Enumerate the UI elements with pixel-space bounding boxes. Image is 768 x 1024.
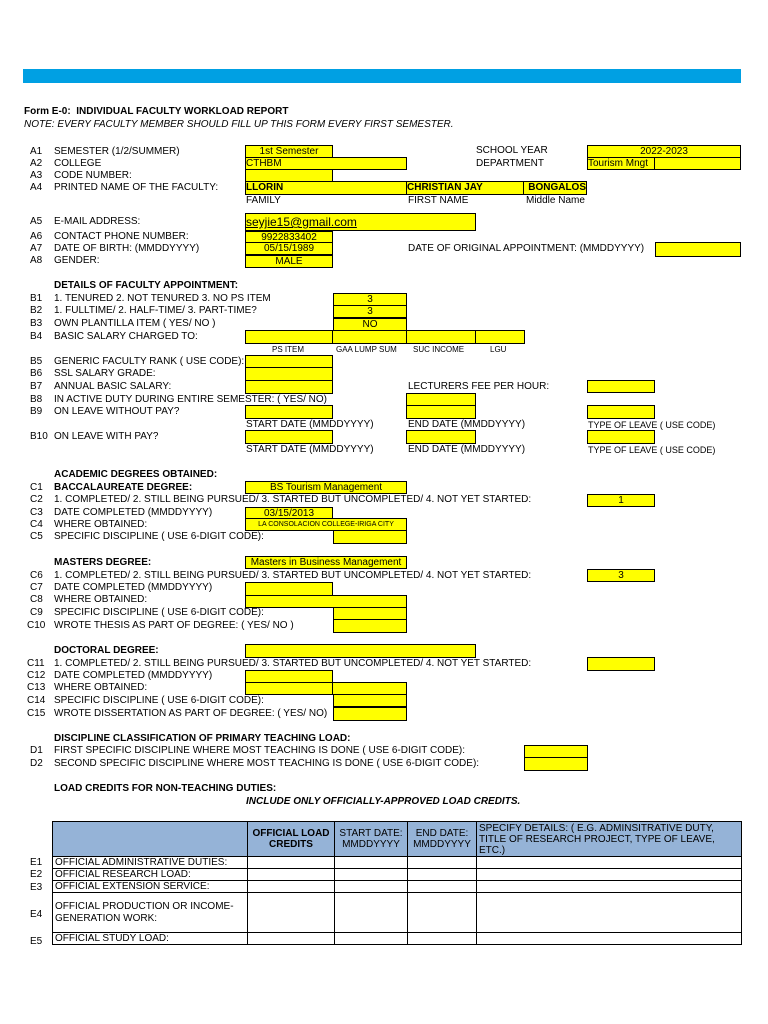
code-a7: A7 bbox=[30, 243, 43, 254]
row-label-extension: OFFICIAL EXTENSION SERVICE: bbox=[53, 881, 248, 893]
label-lecturers-fee: LECTURERS FEE PER HOUR: bbox=[408, 381, 550, 392]
label-semester: SEMESTER (1/2/SUMMER) bbox=[54, 146, 180, 157]
label-plantilla: OWN PLANTILLA ITEM ( YES/ NO ) bbox=[54, 318, 216, 329]
doctoral-where-field[interactable] bbox=[245, 682, 333, 695]
lwp-type-field[interactable] bbox=[587, 430, 655, 444]
school-year-field[interactable]: 2022-2023 bbox=[587, 145, 741, 158]
label-basic-salary-charged: BASIC SALARY CHARGED TO: bbox=[54, 331, 198, 342]
code-c9: C9 bbox=[30, 607, 43, 618]
doctoral-status-field[interactable] bbox=[587, 657, 655, 671]
middle-name-field[interactable]: BONGALOS bbox=[523, 181, 587, 195]
lwop-start-field[interactable] bbox=[245, 405, 333, 419]
code-b7: B7 bbox=[30, 381, 43, 392]
dob-field[interactable]: 05/15/1989 bbox=[245, 242, 333, 255]
code-c5: C5 bbox=[30, 531, 43, 542]
label-contact-phone: CONTACT PHONE NUMBER: bbox=[54, 231, 189, 242]
header-specify-details: SPECIFY DETAILS: ( E.G. ADMINSITRATIVE DUTY, TITLE OF RESEARCH PROJECT, TYPE OF LEAVE, ETC.) bbox=[477, 822, 742, 857]
header-end-date: END DATE: MMDDYYYY bbox=[408, 822, 477, 857]
orig-appointment-field[interactable] bbox=[655, 242, 741, 257]
cell-study-end[interactable] bbox=[408, 933, 477, 945]
bacc-where-field[interactable]: LA CONSOLACION COLLEGE-IRIGA CITY bbox=[245, 518, 407, 531]
masters-status-field[interactable]: 3 bbox=[587, 569, 655, 582]
code-a2: A2 bbox=[30, 158, 43, 169]
header-start-date: START DATE: MMDDYYYY bbox=[335, 822, 408, 857]
subheading-load-credits: INCLUDE ONLY OFFICIALLY-APPROVED LOAD CREDITS. bbox=[246, 796, 521, 807]
label-lwop-end: END DATE (MMDDYYYY) bbox=[408, 419, 526, 430]
code-b4: B4 bbox=[30, 331, 43, 342]
bacc-date-field[interactable]: 03/15/2013 bbox=[245, 507, 333, 519]
second-discipline-field[interactable] bbox=[524, 757, 588, 771]
suc-income-field[interactable] bbox=[406, 330, 476, 344]
lwop-type-field[interactable] bbox=[587, 405, 655, 419]
lwp-start-field[interactable] bbox=[245, 430, 333, 444]
code-e5: E5 bbox=[30, 936, 43, 947]
label-annual-salary: ANNUAL BASIC SALARY: bbox=[54, 381, 172, 392]
heading-faculty-appointment: DETAILS OF FACULTY APPOINTMENT: bbox=[54, 280, 239, 291]
label-printed-name: PRINTED NAME OF THE FACULTY: bbox=[54, 182, 219, 193]
table-row bbox=[53, 893, 742, 933]
first-name-field[interactable]: CHRISTIAN JAY bbox=[406, 181, 524, 195]
code-e1: E1 bbox=[30, 857, 43, 868]
label-college: COLLEGE bbox=[54, 158, 102, 169]
label-masters-thesis: WROTE THESIS AS PART OF DEGREE: ( YES/ NO ) bbox=[54, 620, 294, 631]
code-b1: B1 bbox=[30, 293, 43, 304]
label-gaa-lump-sum: GAA LUMP SUM bbox=[336, 345, 397, 354]
label-bacc-status: 1. COMPLETED/ 2. STILL BEING PURSUED/ 3. STARTED BUT UNCOMPLETED/ 4. NOT YET STARTED: bbox=[54, 494, 532, 505]
code-d2: D2 bbox=[30, 758, 43, 769]
table-row bbox=[53, 881, 742, 893]
label-ps-item: PS ITEM bbox=[272, 345, 305, 354]
label-department: DEPARTMENT bbox=[476, 158, 544, 169]
label-gender: GENDER: bbox=[54, 255, 100, 266]
code-b2: B2 bbox=[30, 305, 43, 316]
label-lwp-start: START DATE (MMDDYYYY) bbox=[246, 444, 374, 455]
bacc-discipline-field[interactable] bbox=[333, 530, 407, 544]
heading-discipline-classification: DISCIPLINE CLASSIFICATION OF PRIMARY TEACHING LOAD: bbox=[54, 733, 351, 744]
annual-salary-field[interactable] bbox=[245, 380, 333, 394]
code-c4: C4 bbox=[30, 519, 43, 530]
label-leave-with-pay: ON LEAVE WITH PAY? bbox=[54, 431, 159, 442]
label-faculty-rank: GENERIC FACULTY RANK ( USE CODE): bbox=[54, 356, 245, 367]
email-field[interactable]: seyjie15@gmail.com bbox=[245, 213, 476, 231]
label-doctoral-where: WHERE OBTAINED: bbox=[54, 682, 148, 693]
label-masters-discipline: SPECIFIC DISCIPLINE ( USE 6-DIGIT CODE): bbox=[54, 607, 264, 618]
label-middle-name: Middle Name bbox=[526, 195, 585, 206]
cell-research-details[interactable] bbox=[477, 869, 742, 881]
label-doctoral-date: DATE COMPLETED (MMDDYYYY) bbox=[54, 670, 213, 681]
form-title bbox=[24, 106, 288, 118]
cell-research-credits[interactable] bbox=[248, 869, 335, 881]
header-official-load-credits: OFFICIAL LOAD CREDITS bbox=[248, 822, 335, 857]
cell-production-credits[interactable] bbox=[248, 893, 335, 933]
label-orig-appointment: DATE OF ORIGINAL APPOINTMENT: (MMDDYYYY) bbox=[408, 243, 645, 254]
code-b5: B5 bbox=[30, 356, 43, 367]
lgu-field[interactable] bbox=[475, 330, 525, 344]
label-first-name: FIRST NAME bbox=[408, 195, 469, 206]
doctoral-dissertation-field[interactable] bbox=[333, 707, 407, 721]
code-e4: E4 bbox=[30, 909, 43, 920]
gaa-lump-sum-field[interactable] bbox=[332, 330, 407, 344]
semester-field[interactable]: 1st Semester bbox=[245, 145, 333, 158]
row-label-research: OFFICIAL RESEARCH LOAD: bbox=[53, 869, 248, 881]
table-row bbox=[53, 869, 742, 881]
code-c15: C15 bbox=[27, 708, 46, 719]
label-lwp-end: END DATE (MMDDYYYY) bbox=[408, 444, 526, 455]
code-a6: A6 bbox=[30, 231, 43, 242]
code-d1: D1 bbox=[30, 745, 43, 756]
gender-field[interactable]: MALE bbox=[245, 255, 333, 268]
masters-field[interactable]: Masters in Business Management bbox=[245, 556, 407, 569]
table-row bbox=[53, 857, 742, 869]
label-ssl-grade: SSL SALARY GRADE: bbox=[54, 368, 156, 379]
code-c2: C2 bbox=[30, 494, 43, 505]
row-label-admin: OFFICIAL ADMINISTRATIVE DUTIES: bbox=[53, 857, 248, 869]
masters-date-field[interactable] bbox=[245, 582, 333, 596]
cell-study-details[interactable] bbox=[477, 933, 742, 945]
cell-extension-credits[interactable] bbox=[248, 881, 335, 893]
cell-production-end[interactable] bbox=[408, 893, 477, 933]
cell-admin-credits[interactable] bbox=[248, 857, 335, 869]
tenure-field[interactable]: 3 bbox=[333, 293, 407, 306]
code-e2: E2 bbox=[30, 869, 43, 880]
cell-extension-end[interactable] bbox=[408, 881, 477, 893]
code-b9: B9 bbox=[30, 406, 43, 417]
doctoral-discipline-field[interactable] bbox=[333, 694, 407, 707]
code-c11: C11 bbox=[27, 658, 45, 669]
label-masters-status: 1. COMPLETED/ 2. STILL BEING PURSUED/ 3. STARTED BUT UNCOMPLETED/ 4. NOT YET STARTED: bbox=[54, 570, 532, 581]
code-a5: A5 bbox=[30, 216, 43, 227]
doctoral-field[interactable] bbox=[245, 644, 476, 658]
label-first-discipline: FIRST SPECIFIC DISCIPLINE WHERE MOST TEACHING IS DONE ( USE 6-DIGIT CODE): bbox=[54, 745, 465, 756]
label-doctoral: DOCTORAL DEGREE: bbox=[54, 645, 159, 656]
label-lgu: LGU bbox=[490, 345, 507, 354]
cell-research-end[interactable] bbox=[408, 869, 477, 881]
form-title-text: INDIVIDUAL FACULTY WORKLOAD REPORT bbox=[76, 106, 289, 117]
department-field[interactable]: Tourism Mngt bbox=[587, 157, 655, 170]
code-c14: C14 bbox=[27, 695, 46, 706]
masters-thesis-field[interactable] bbox=[333, 619, 407, 633]
table-row bbox=[53, 933, 742, 945]
label-doctoral-discipline: SPECIFIC DISCIPLINE ( USE 6-DIGIT CODE): bbox=[54, 695, 264, 706]
label-bacc-where: WHERE OBTAINED: bbox=[54, 519, 148, 530]
label-active-duty: IN ACTIVE DUTY DURING ENTIRE SEMESTER: ( YES/ NO) bbox=[54, 394, 328, 405]
label-second-discipline: SECOND SPECIFIC DISCIPLINE WHERE MOST TEACHING IS DONE ( USE 6-DIGIT CODE): bbox=[54, 758, 480, 769]
bacc-status-field[interactable]: 1 bbox=[587, 494, 655, 507]
label-lwop-start: START DATE (MMDDYYYY) bbox=[246, 419, 374, 430]
label-tenure: 1. TENURED 2. NOT TENURED 3. NO PS ITEM bbox=[54, 293, 271, 304]
label-bacc-discipline: SPECIFIC DISCIPLINE ( USE 6-DIGIT CODE): bbox=[54, 531, 264, 542]
code-c7: C7 bbox=[30, 582, 43, 593]
plantilla-field[interactable]: NO bbox=[333, 318, 407, 331]
code-a4: A4 bbox=[30, 182, 43, 193]
label-lwp-type: TYPE OF LEAVE ( USE CODE) bbox=[588, 445, 716, 455]
cell-admin-details[interactable] bbox=[477, 857, 742, 869]
cell-extension-start[interactable] bbox=[335, 881, 408, 893]
label-school-year: SCHOOL YEAR bbox=[476, 145, 548, 156]
heading-academic-degrees: ACADEMIC DEGREES OBTAINED: bbox=[54, 469, 218, 480]
cell-production-details[interactable] bbox=[477, 893, 742, 933]
label-doctoral-status: 1. COMPLETED/ 2. STILL BEING PURSUED/ 3. STARTED BUT UNCOMPLETED/ 4. NOT YET STARTED: bbox=[54, 658, 532, 669]
code-b3: B3 bbox=[30, 318, 43, 329]
cell-admin-start[interactable] bbox=[335, 857, 408, 869]
family-name-field[interactable]: LLORIN bbox=[245, 181, 407, 195]
cell-extension-details[interactable] bbox=[477, 881, 742, 893]
phone-field[interactable]: 9922833402 bbox=[245, 231, 333, 243]
code-e3: E3 bbox=[30, 882, 43, 893]
lwp-end-field[interactable] bbox=[406, 430, 476, 444]
label-lwop-type: TYPE OF LEAVE ( USE CODE) bbox=[588, 420, 716, 430]
label-suc-income: SUC INCOME bbox=[413, 345, 465, 354]
cell-admin-end[interactable] bbox=[408, 857, 477, 869]
form-note: NOTE: EVERY FACULTY MEMBER SHOULD FILL UP THIS FORM EVERY FIRST SEMESTER. bbox=[24, 119, 454, 130]
baccalaureate-field[interactable]: BS Tourism Management bbox=[245, 481, 407, 494]
cell-study-start[interactable] bbox=[335, 933, 408, 945]
code-c1: C1 bbox=[30, 482, 43, 493]
row-label-study: OFFICIAL STUDY LOAD: bbox=[53, 933, 248, 945]
code-a8: A8 bbox=[30, 255, 43, 266]
label-doctoral-dissertation: WROTE DISSERTATION AS PART OF DEGREE: ( YES/ NO) bbox=[54, 708, 328, 719]
label-email: E-MAIL ADDRESS: bbox=[54, 216, 141, 227]
label-family: FAMILY bbox=[246, 195, 281, 206]
code-b8: B8 bbox=[30, 394, 43, 405]
ssl-grade-field[interactable] bbox=[245, 367, 333, 381]
label-bacc-date: DATE COMPLETED (MMDDYYYY) bbox=[54, 507, 213, 518]
load-credits-table bbox=[52, 821, 742, 945]
fulltime-field[interactable]: 3 bbox=[333, 305, 407, 318]
label-baccalaureate: BACCALAUREATE DEGREE: bbox=[54, 482, 193, 493]
label-masters-date: DATE COMPLETED (MMDDYYYY) bbox=[54, 582, 213, 593]
row-label-production: OFFICIAL PRODUCTION OR INCOME-GENERATION WORK: bbox=[53, 893, 248, 933]
lecturers-fee-field[interactable] bbox=[587, 380, 655, 393]
college-field[interactable]: CTHBM bbox=[245, 157, 407, 170]
code-c10: C10 bbox=[27, 620, 46, 631]
code-a3: A3 bbox=[30, 170, 43, 181]
table-header-row bbox=[53, 822, 742, 857]
label-dob: DATE OF BIRTH: (MMDDYYYY) bbox=[54, 243, 200, 254]
code-c8: C8 bbox=[30, 594, 43, 605]
code-c6: C6 bbox=[30, 570, 43, 581]
form-code: Form E-0: bbox=[24, 106, 71, 117]
label-masters-where: WHERE OBTAINED: bbox=[54, 594, 148, 605]
ps-item-field[interactable] bbox=[245, 330, 333, 344]
code-b6: B6 bbox=[30, 368, 43, 379]
header-banner bbox=[23, 69, 741, 83]
code-c3: C3 bbox=[30, 507, 43, 518]
label-masters: MASTERS DEGREE: bbox=[54, 557, 152, 568]
code-c13: C13 bbox=[27, 682, 46, 693]
cell-study-credits[interactable] bbox=[248, 933, 335, 945]
department-field-ext[interactable] bbox=[654, 157, 741, 170]
table-header-blank bbox=[53, 822, 248, 857]
cell-production-start[interactable] bbox=[335, 893, 408, 933]
code-c12: C12 bbox=[27, 670, 46, 681]
lwop-end-field[interactable] bbox=[406, 405, 476, 419]
code-b10: B10 bbox=[30, 431, 48, 442]
code-a1: A1 bbox=[30, 146, 43, 157]
label-code-number: CODE NUMBER: bbox=[54, 170, 132, 181]
heading-load-credits: LOAD CREDITS FOR NON-TEACHING DUTIES: bbox=[54, 783, 277, 794]
cell-research-start[interactable] bbox=[335, 869, 408, 881]
label-fulltime: 1. FULLTIME/ 2. HALF-TIME/ 3. PART-TIME? bbox=[54, 305, 257, 316]
label-leave-without-pay: ON LEAVE WITHOUT PAY? bbox=[54, 406, 180, 417]
